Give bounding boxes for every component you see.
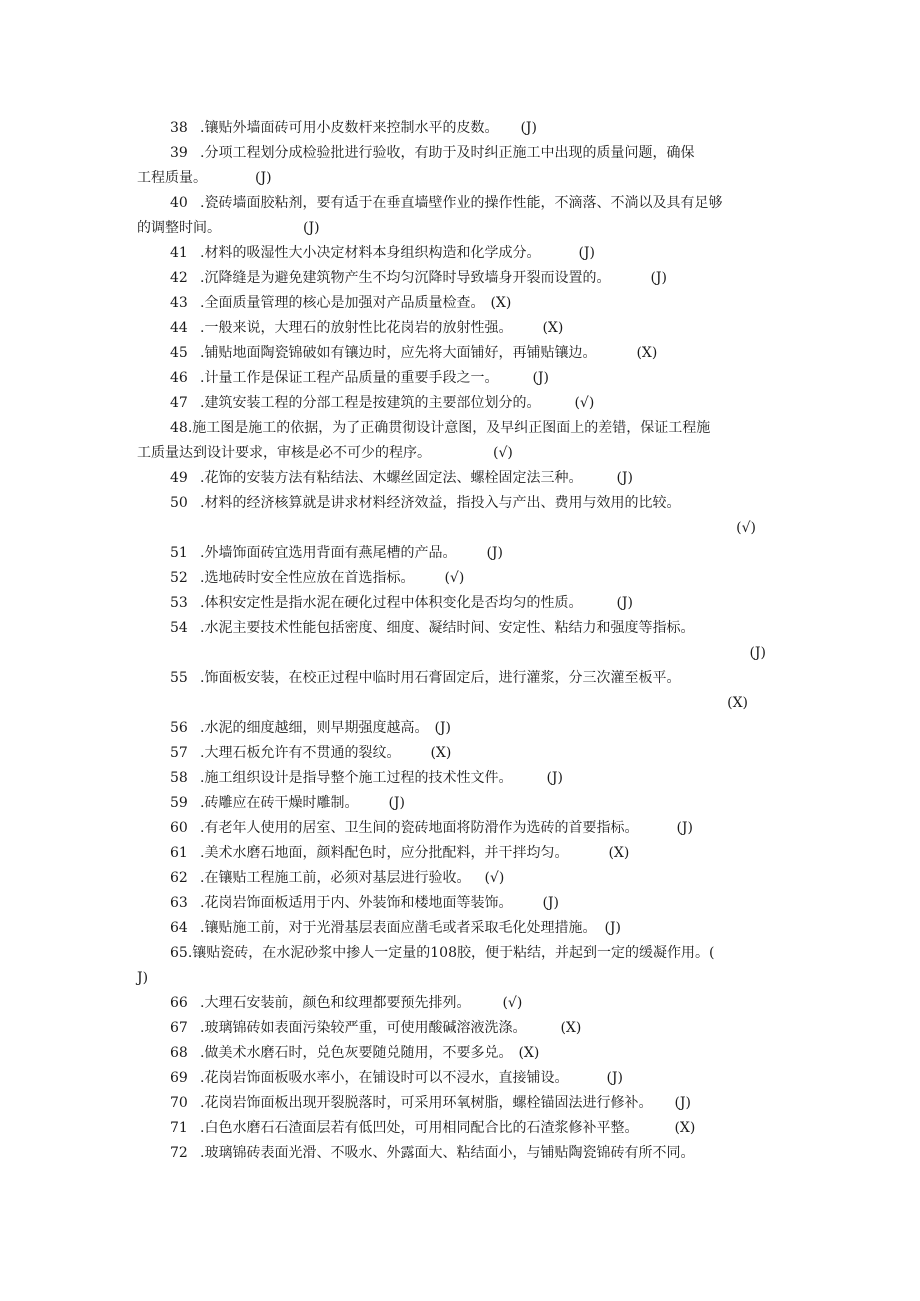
item-number: 42	[170, 270, 188, 286]
item-text-cont: J)	[137, 970, 149, 986]
item-answer: (J)	[606, 1070, 623, 1086]
item-text: .建筑安装工程的分部工程是按建筑的主要部位划分的。	[200, 395, 541, 411]
item-number: 44	[170, 320, 188, 336]
item-answer: (X)	[542, 320, 564, 336]
item-text-cont: 工程质量。	[137, 170, 207, 186]
item-text: .施工组织设计是指导整个施工过程的技术性文件。	[200, 770, 513, 786]
list-item-continuation	[137, 166, 784, 191]
item-answer: (J)	[674, 1095, 691, 1111]
list-item	[137, 241, 784, 266]
item-answer: (J)	[650, 270, 667, 286]
item-text: .玻璃锦砖如表面污染较严重，可使用酸碱溶液洗涤。	[200, 1020, 527, 1036]
list-item	[137, 791, 784, 816]
item-text: .选地砖时安全性应放在首选指标。	[200, 570, 415, 586]
item-number: 39	[170, 145, 188, 161]
item-number: 71	[170, 1120, 188, 1136]
list-item	[137, 116, 784, 141]
list-item	[137, 841, 784, 866]
item-number: 67	[170, 1020, 188, 1036]
item-answer: (J)	[532, 370, 549, 386]
list-item	[137, 616, 784, 641]
item-answer: (X)	[490, 295, 512, 311]
item-text: .大理石板允许有不贯通的裂纹。	[200, 745, 401, 761]
list-item	[137, 866, 784, 891]
list-item	[137, 1141, 784, 1166]
item-number: 45	[170, 345, 188, 361]
item-number: 43	[170, 295, 188, 311]
item-number: 48	[170, 420, 188, 436]
item-text: .沉降缝是为避免建筑物产生不均匀沉降时导致墙身开裂而设置的。	[200, 270, 611, 286]
item-number: 72	[170, 1145, 188, 1161]
question-list	[137, 116, 784, 1166]
item-text-cont: 工质量达到设计要求，审核是必不可少的程序。	[137, 445, 431, 461]
item-text: .玻璃锦砖表面光滑、不吸水、外露面大、粘结面小，与铺贴陶瓷锦砖有所不同。	[200, 1145, 695, 1161]
item-text: .外墙饰面砖宜选用背面有燕尾槽的产品。	[200, 545, 457, 561]
item-number: 50	[170, 495, 188, 511]
item-answer: (J)	[749, 645, 766, 661]
list-item-continuation	[137, 216, 784, 241]
item-answer: (J)	[520, 120, 537, 136]
item-text: .在镶贴工程施工前，必须对基层进行验收。	[200, 870, 471, 886]
item-answer: (J)	[546, 770, 563, 786]
list-item	[137, 1041, 784, 1066]
item-number: 51	[170, 545, 188, 561]
item-text: .大理石安装前，颜色和纹理都要预先排列。	[200, 995, 471, 1011]
item-text: .饰面板安装，在校正过程中临时用石膏固定后，进行灌浆，分三次灌至板平。	[200, 670, 681, 686]
item-answer: (J)	[616, 470, 633, 486]
item-number: 69	[170, 1070, 188, 1086]
list-item	[137, 741, 784, 766]
item-text: .分项工程划分成检验批进行验收，有助于及时纠正施工中出现的质量问题，确保	[200, 145, 695, 161]
item-text: .白色水磨石石渣面层若有低凹处，可用相同配合比的石渣浆修补平整。	[200, 1120, 639, 1136]
list-item	[137, 541, 784, 566]
item-answer: (X)	[430, 745, 452, 761]
item-answer: (√)	[444, 570, 465, 586]
item-number: 41	[170, 245, 188, 261]
item-number: 52	[170, 570, 188, 586]
item-answer: (J)	[486, 545, 503, 561]
item-number: 64	[170, 920, 188, 936]
item-answer: (J)	[676, 820, 693, 836]
list-item	[137, 466, 784, 491]
item-text: .铺贴地面陶瓷锦破如有镶边时，应先将大面铺好，再铺贴镶边。	[200, 345, 597, 361]
list-item	[137, 591, 784, 616]
list-item	[137, 266, 784, 291]
list-item	[137, 1066, 784, 1091]
list-item	[137, 816, 784, 841]
item-number: 65	[170, 945, 188, 961]
list-item-continuation	[137, 966, 784, 991]
item-text: .砖雕应在砖干燥时雕制。	[200, 795, 359, 811]
list-item	[137, 891, 784, 916]
item-answer: (J)	[542, 895, 559, 911]
list-item	[137, 391, 784, 416]
list-item	[137, 566, 784, 591]
item-answer: (J)	[434, 720, 451, 736]
item-number: 46	[170, 370, 188, 386]
list-item	[137, 1016, 784, 1041]
item-text: .镶贴外墙面砖可用小皮数杆来控制水平的皮数。	[200, 120, 499, 136]
item-answer: (J)	[616, 595, 633, 611]
item-answer: (X)	[518, 1045, 540, 1061]
list-item	[137, 366, 784, 391]
list-item	[137, 341, 784, 366]
item-text: .有老年人使用的居室、卫生间的瓷砖地面将防滑作为选砖的首要指标。	[200, 820, 639, 836]
list-item	[137, 941, 784, 966]
list-item	[137, 191, 784, 216]
item-answer: (J)	[255, 170, 272, 186]
item-text: .一般来说，大理石的放射性比花岗岩的放射性强。	[200, 320, 513, 336]
item-answer: (J)	[604, 920, 621, 936]
item-answer: (√)	[574, 395, 595, 411]
item-number: 70	[170, 1095, 188, 1111]
item-answer: (J)	[578, 245, 595, 261]
list-item	[137, 991, 784, 1016]
list-item-continuation	[137, 641, 784, 666]
item-text: .材料的经济核算就是讲求材料经济效益，指投入与产出、费用与效用的比较。	[200, 495, 681, 511]
item-text: .做美术水磨石时，兑色灰要随兑随用，不要多兑。	[200, 1045, 513, 1061]
item-number: 60	[170, 820, 188, 836]
item-text: .材料的吸湿性大小决定材料本身组织构造和化学成分。	[200, 245, 541, 261]
list-item-continuation	[137, 691, 784, 716]
item-number: 61	[170, 845, 188, 861]
list-item	[137, 666, 784, 691]
list-item	[137, 716, 784, 741]
item-number: 55	[170, 670, 188, 686]
item-answer: (√)	[502, 995, 523, 1011]
item-answer: (X)	[727, 695, 748, 711]
list-item-continuation	[137, 516, 784, 541]
item-text: .镶贴瓷砖，在水泥砂浆中掺人一定量的108胶，便于粘结，并起到一定的缓凝作用。(	[187, 945, 715, 961]
item-number: 47	[170, 395, 188, 411]
list-item	[137, 491, 784, 516]
item-answer: (J)	[388, 795, 405, 811]
item-text: .花岗岩饰面板吸水率小，在铺设时可以不浸水，直接铺设。	[200, 1070, 569, 1086]
item-number: 68	[170, 1045, 188, 1061]
item-number: 63	[170, 895, 188, 911]
item-text: .水泥的细度越细，则早期强度越高。	[200, 720, 429, 736]
item-text: .镶贴施工前，对于光滑基层表面应凿毛或者采取毛化处理措施。	[200, 920, 597, 936]
list-item	[137, 141, 784, 166]
item-answer: (X)	[560, 1020, 582, 1036]
item-number: 58	[170, 770, 188, 786]
item-answer: (X)	[608, 845, 630, 861]
item-text: .花岗岩饰面板适用于内、外装饰和楼地面等装饰。	[200, 895, 513, 911]
item-text: .美术水磨石地面，颜料配色时，应分批配料，并干拌均匀。	[200, 845, 569, 861]
item-text: .花岗岩饰面板出现开裂脱落时，可采用环氧树脂，螺栓锚固法进行修补。	[200, 1095, 653, 1111]
item-text: .体积安定性是指水泥在硬化过程中体积变化是否均匀的性质。	[200, 595, 583, 611]
item-number: 62	[170, 870, 188, 886]
item-number: 38	[170, 120, 188, 136]
item-answer: (√)	[736, 520, 756, 536]
item-answer: (√)	[484, 870, 505, 886]
item-text: .全面质量管理的核心是加强对产品质量检查。	[200, 295, 485, 311]
item-number: 59	[170, 795, 188, 811]
item-number: 57	[170, 745, 188, 761]
item-answer: (J)	[303, 220, 320, 236]
item-text: .花饰的安装方法有粘结法、木螺丝固定法、螺栓固定法三种。	[200, 470, 583, 486]
list-item	[137, 766, 784, 791]
item-text: .水泥主要技术性能包括密度、细度、凝结时间、安定性、粘结力和强度等指标。	[200, 620, 695, 636]
item-answer: (X)	[674, 1120, 696, 1136]
item-answer: (√)	[493, 445, 513, 461]
list-item	[137, 316, 784, 341]
item-text: .计量工作是保证工程产品质量的重要手段之一。	[200, 370, 499, 386]
list-item-continuation	[137, 441, 784, 466]
item-number: 54	[170, 620, 188, 636]
list-item	[137, 1091, 784, 1116]
list-item	[137, 291, 784, 316]
item-text: .施工图是施工的依据，为了正确贯彻设计意图，及早纠正图面上的差错，保证工程施	[187, 420, 711, 436]
item-number: 56	[170, 720, 188, 736]
item-number: 49	[170, 470, 188, 486]
item-text-cont: 的调整时间。	[137, 220, 221, 236]
list-item	[137, 916, 784, 941]
list-item	[137, 416, 784, 441]
item-number: 66	[170, 995, 188, 1011]
item-number: 40	[170, 195, 188, 211]
list-item	[137, 1116, 784, 1141]
item-number: 53	[170, 595, 188, 611]
item-text: .瓷砖墙面胶粘剂，要有适于在垂直墙壁作业的操作性能，不滴落、不淌以及具有足够	[200, 195, 723, 211]
item-answer: (X)	[636, 345, 658, 361]
